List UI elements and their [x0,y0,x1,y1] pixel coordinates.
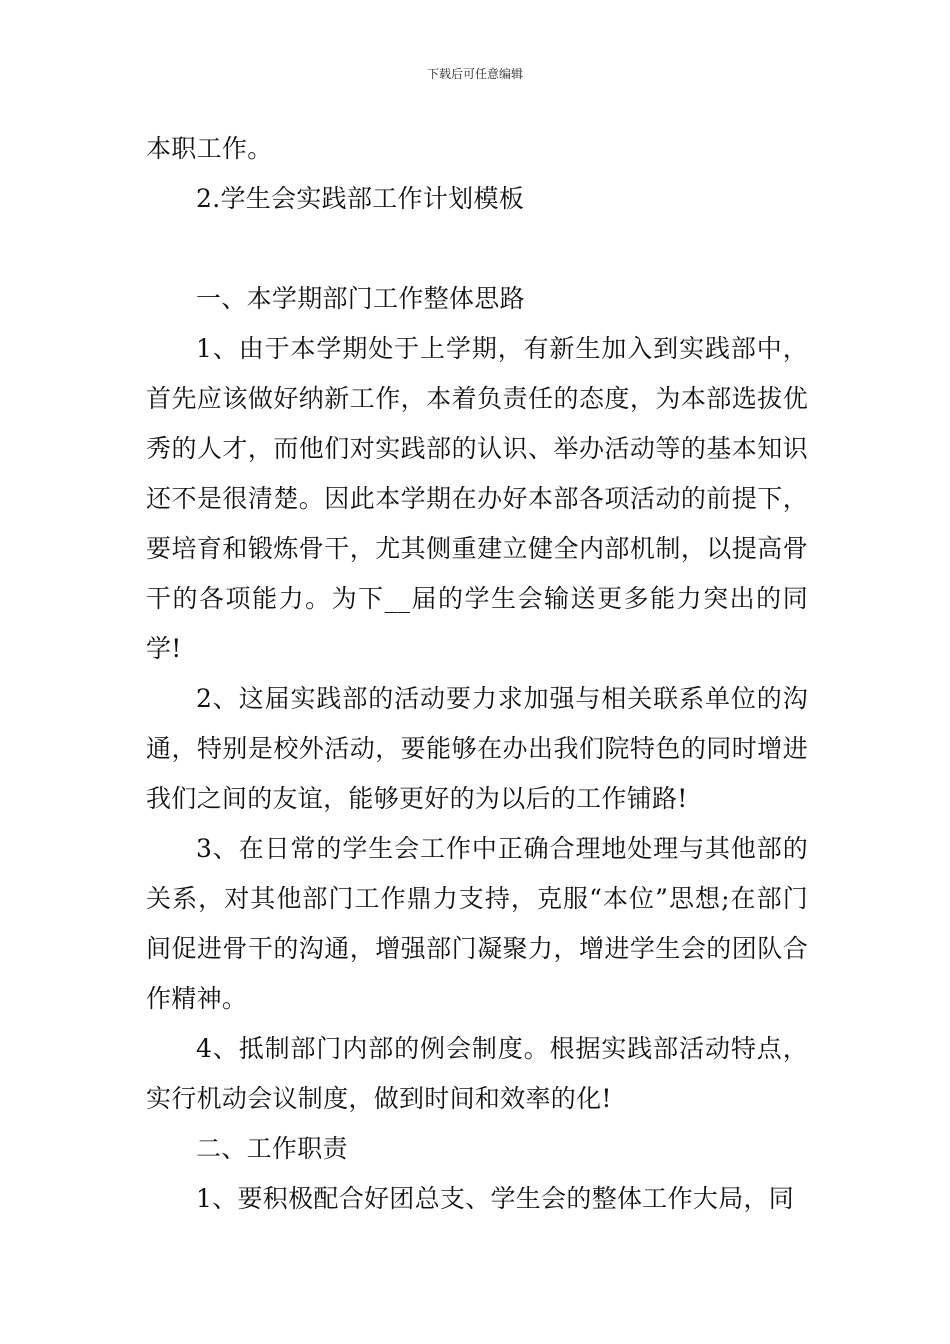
page-header: 下载后可任意编辑 [426,67,523,81]
paragraph-continuation: 本职工作。 [146,134,273,163]
paragraph-item-3: 3、在日常的学生会工作中正确合理地处理与其他部的关系，对其他部门工作鼎力支持，克服“本位”思想;在部门间促进骨干的沟通，增强部门凝聚力，增进学生会的团队合作精神。 [146,834,808,1013]
blank-line [146,224,808,274]
paragraph-duty-1: 1、要积极配合好团总支、学生会的整体工作大局，同 [196,1184,795,1213]
paragraph-item-4: 4、抵制部门内部的例会制度。根据实践部活动特点，实行机动会议制度，做到时间和效率的化! [146,1034,808,1113]
document-body [146,124,808,1224]
paragraph-item-2: 2、这届实践部的活动要力求加强与相关联系单位的沟通，特别是校外活动，要能够在办出我们院特色的同时增进我们之间的友谊，能够更好的为以后的工作铺路! [146,684,808,813]
heading-job-duties: 二、工作职责 [196,1134,348,1163]
heading-overall-approach: 一、本学期部门工作整体思路 [196,284,525,313]
section-title: 2.学生会实践部工作计划模板 [196,184,525,213]
paragraph-item-1: 1、由于本学期处于上学期，有新生加入到实践部中，首先应该做好纳新工作，本着负责任的态度，为本部选拔优秀的人才，而他们对实践部的认识、举办活动等的基本知识还不是很清楚。因此本学期在办好本部各项活动的前提下，要培育和锻炼骨干，尤其侧重建立健全内部机制，以提高骨干的各项能力。为下__届的学生会输送更多能力突出的同学! [146,334,808,663]
